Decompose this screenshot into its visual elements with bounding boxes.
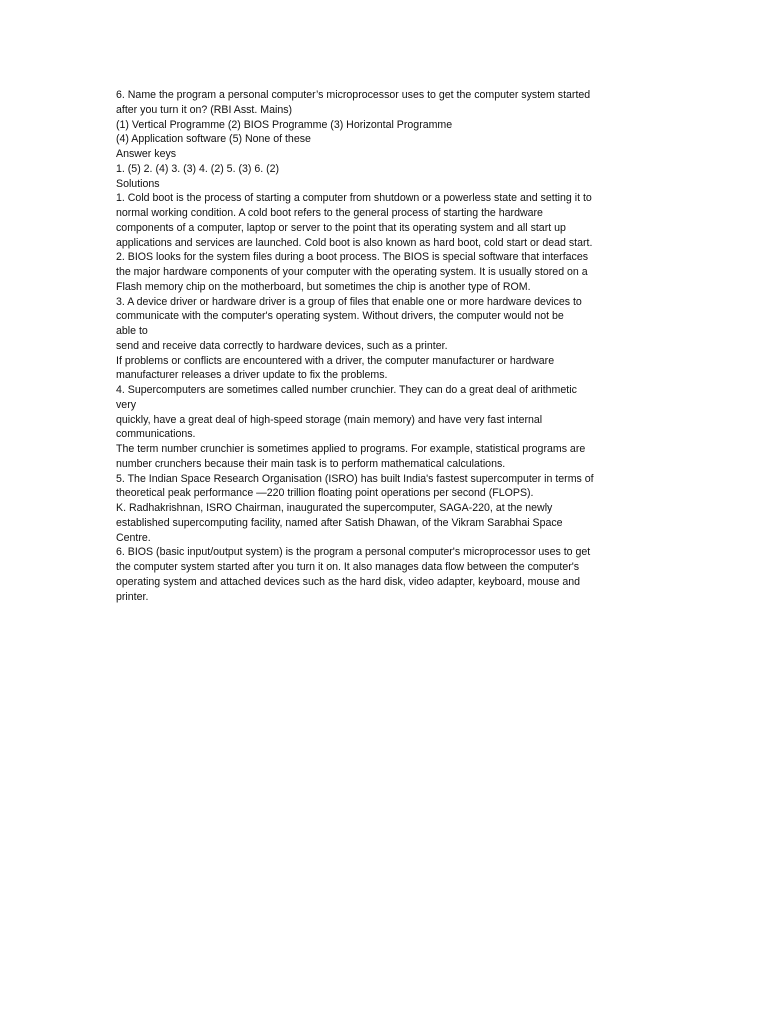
solution-line: The term number crunchier is sometimes applied to programs. For example, statistical programs are <box>116 443 586 455</box>
solutions-heading: Solutions <box>116 177 160 190</box>
solution-line: 3. A device driver or hardware driver is a group of files that enable one or more hardware devices to <box>116 295 582 308</box>
solution-line: 4. Supercomputers are sometimes called number crunchier. They can do a great deal of arithmetic <box>116 384 577 396</box>
solution-line: 2. BIOS looks for the system files during a boot process. The BIOS is special software that interfaces <box>116 251 589 264</box>
solution-line: Flash memory chip on the motherboard, but sometimes the chip is another type of ROM. <box>116 280 531 293</box>
solution-line: 5. The Indian Space Research Organisation (ISRO) has built India's fastest supercomputer in terms of <box>116 472 594 485</box>
answer-keys-line: 1. (5) 2. (4) 3. (3) 4. (2) 5. (3) 6. (2) <box>116 162 280 175</box>
solution-line: theoretical peak performance —220 trillion floating point operations per second (FLOPS). <box>116 487 534 500</box>
solution-line: 1. Cold boot is the process of starting a computer from shutdown or a powerless state and setting it to <box>116 192 592 205</box>
solution-line: quickly, have a great deal of high-speed storage (main memory) and have very fast internal <box>116 413 543 426</box>
solution-line: communications. <box>116 428 196 441</box>
solution-line: the major hardware components of your computer with the operating system. It is usually stored on a <box>116 266 588 278</box>
solution-line: send and receive data correctly to hardware devices, such as a printer. <box>116 339 448 352</box>
solution-line: 6. BIOS (basic input/output system) is the program a personal computer's microprocessor uses to get <box>116 546 591 559</box>
solution-line: manufacturer releases a driver update to fix the problems. <box>116 369 388 382</box>
solution-line: components of a computer, laptop or server to the point that its operating system and all start up <box>116 221 566 234</box>
solution-line: normal working condition. A cold boot refers to the general process of starting the hardware <box>116 207 543 219</box>
solution-line: the computer system started after you turn it on. It also manages data flow between the computer's <box>116 561 580 573</box>
question-line: 6. Name the program a personal computer’s microprocessor uses to get the computer system started <box>116 89 591 101</box>
solution-line: very <box>116 398 137 411</box>
solution-line: applications and services are launched. Cold boot is also known as hard boot, cold start or dead start. <box>116 236 593 249</box>
solution-line: printer. <box>116 590 149 603</box>
solution-line: Centre. <box>116 531 151 544</box>
question-line: after you turn it on? (RBI Asst. Mains) <box>116 103 293 116</box>
solution-line: able to <box>116 325 148 337</box>
solution-line: If problems or conflicts are encountered with a driver, the computer manufacturer or hardware <box>116 354 555 367</box>
solution-line: K. Radhakrishnan, ISRO Chairman, inaugurated the supercomputer, SAGA-220, at the newly <box>116 502 553 514</box>
answer-keys-heading: Answer keys <box>116 148 177 160</box>
solution-line: number crunchers because their main task is to perform mathematical calculations. <box>116 457 506 470</box>
solution-line: operating system and attached devices such as the hard disk, video adapter, keyboard, mouse and <box>116 575 581 588</box>
solution-line: communicate with the computer's operating system. Without drivers, the computer would not be <box>116 310 564 323</box>
options-line: (1) Vertical Programme (2) BIOS Programme (3) Horizontal Programme <box>116 118 453 131</box>
options-line: (4) Application software (5) None of these <box>116 133 311 146</box>
solution-line: established supercomputing facility, named after Satish Dhawan, of the Vikram Sarabhai Space <box>116 516 563 529</box>
document-body <box>116 88 661 604</box>
